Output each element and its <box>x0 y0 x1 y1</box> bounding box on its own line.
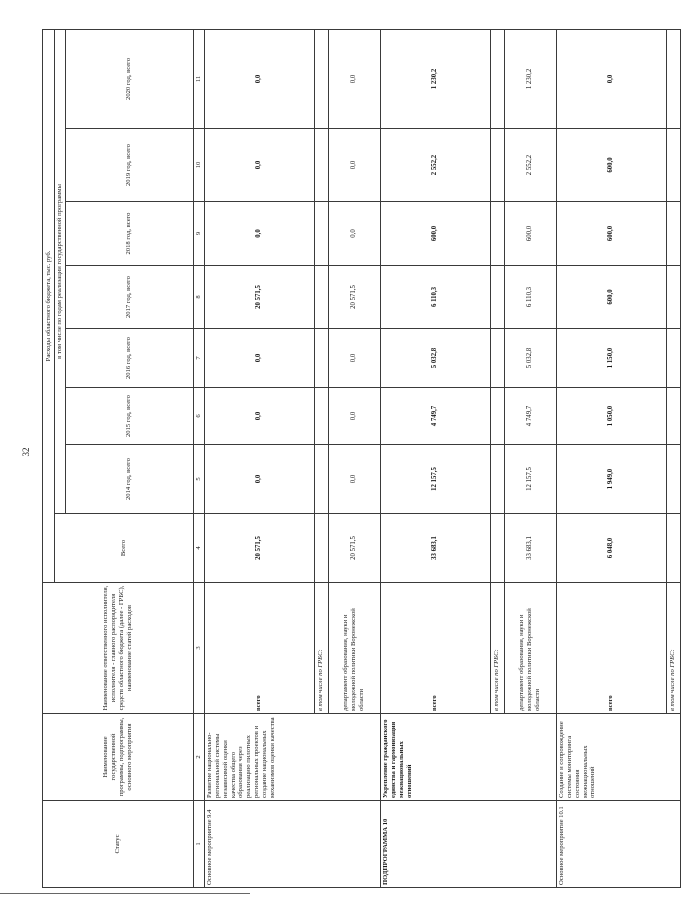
header-year: 2020 год, всего <box>65 29 193 128</box>
column-number: 3 <box>193 583 204 714</box>
value-cell <box>314 514 328 583</box>
value-cell <box>490 388 504 445</box>
header-total: Всего <box>55 514 194 583</box>
value-cell: 0,0 <box>204 388 314 445</box>
value-cell: 12 157,5 <box>380 445 490 514</box>
value-cell <box>666 29 680 128</box>
row-status: Основное мероприятие 9.4 <box>204 801 380 888</box>
column-number: 6 <box>193 388 204 445</box>
value-cell <box>314 445 328 514</box>
value-cell: 0,0 <box>328 329 380 388</box>
value-cell: 1 230,2 <box>380 29 490 128</box>
budget-table <box>42 29 681 888</box>
value-cell: 20 571,5 <box>328 514 380 583</box>
value-cell <box>666 129 680 202</box>
row-executor: в том числе по ГРБС: <box>490 583 504 714</box>
row-executor: всего <box>380 583 490 714</box>
value-cell <box>314 388 328 445</box>
value-cell: 4 749,7 <box>380 388 490 445</box>
row-name: Укрепление гражданского единства и гармонизация межнациональных отношений <box>380 714 556 801</box>
value-cell <box>314 202 328 266</box>
column-number: 11 <box>193 29 204 128</box>
column-number: 8 <box>193 266 204 329</box>
value-cell: 1 050,0 <box>556 388 666 445</box>
value-cell: 0,0 <box>204 329 314 388</box>
value-cell: 5 032,8 <box>504 329 556 388</box>
column-number: 7 <box>193 329 204 388</box>
table-row <box>380 29 490 887</box>
value-cell: 20 571,5 <box>328 266 380 329</box>
value-cell: 33 683,1 <box>380 514 490 583</box>
value-cell <box>490 445 504 514</box>
header-expenses: Расходы областного бюджета, тыс. руб. <box>43 29 55 582</box>
column-number: 5 <box>193 445 204 514</box>
value-cell: 0,0 <box>204 202 314 266</box>
value-cell <box>314 29 328 128</box>
value-cell: 6 110,3 <box>380 266 490 329</box>
value-cell <box>666 388 680 445</box>
row-executor: департамент образования, науки и молодежной политики Воронежской области <box>504 583 556 714</box>
value-cell <box>666 202 680 266</box>
value-cell: 0,0 <box>204 29 314 128</box>
row-executor: в том числе по ГРБС: <box>314 583 328 714</box>
row-status: Основное мероприятие 10.1 <box>556 801 680 888</box>
value-cell <box>314 266 328 329</box>
value-cell <box>666 445 680 514</box>
value-cell <box>666 329 680 388</box>
header-year: 2017 год, всего <box>65 266 193 329</box>
row-executor: всего <box>556 583 666 714</box>
value-cell: 2 552,2 <box>504 129 556 202</box>
row-executor: в том числе по ГРБС: <box>666 583 680 714</box>
row-executor: департамент образования, науки и молодежной политики Воронежской области <box>328 583 380 714</box>
value-cell <box>490 202 504 266</box>
value-cell: 5 032,8 <box>380 329 490 388</box>
value-cell <box>666 514 680 583</box>
header-executor: Наименование ответственного исполнителя, исполнителя - главного распорядителя средств областного бюджета (далее - ГРБС), наименование статей расходов <box>43 583 194 714</box>
value-cell <box>490 514 504 583</box>
budget-table-rotated <box>42 30 677 888</box>
column-number: 9 <box>193 202 204 266</box>
row-executor: всего <box>204 583 314 714</box>
value-cell: 12 157,5 <box>504 445 556 514</box>
value-cell: 0,0 <box>328 388 380 445</box>
header-year: 2015 год, всего <box>65 388 193 445</box>
value-cell <box>666 266 680 329</box>
value-cell: 1 150,0 <box>556 329 666 388</box>
value-cell: 600,0 <box>380 202 490 266</box>
value-cell: 4 749,7 <box>504 388 556 445</box>
value-cell: 1 949,0 <box>556 445 666 514</box>
value-cell: 600,0 <box>556 129 666 202</box>
value-cell: 0,0 <box>328 29 380 128</box>
value-cell <box>490 29 504 128</box>
footer-rule <box>0 893 250 894</box>
value-cell: 20 571,5 <box>204 266 314 329</box>
value-cell: 0,0 <box>328 445 380 514</box>
header-year: 2018 год, всего <box>65 202 193 266</box>
header-year: 2016 год, всего <box>65 329 193 388</box>
value-cell: 20 571,5 <box>204 514 314 583</box>
page-number: 32 <box>21 447 31 457</box>
header-year: 2014 год, всего <box>65 445 193 514</box>
column-number: 4 <box>193 514 204 583</box>
value-cell: 0,0 <box>204 129 314 202</box>
value-cell: 2 552,2 <box>380 129 490 202</box>
value-cell: 0,0 <box>328 202 380 266</box>
value-cell: 6 110,3 <box>504 266 556 329</box>
row-status: ПОДПРОГРАММА 10 <box>380 801 556 888</box>
table-row <box>204 29 314 887</box>
value-cell: 33 683,1 <box>504 514 556 583</box>
row-name: Развитие национально-региональной системы независимой оценки качества общего образования через реализацию пилотных региональных проектов и создание национальных механизмов оценки качества <box>204 714 380 801</box>
column-number: 10 <box>193 129 204 202</box>
column-number: 2 <box>193 714 204 801</box>
value-cell <box>314 329 328 388</box>
value-cell: 600,0 <box>556 266 666 329</box>
value-cell: 0,0 <box>204 445 314 514</box>
value-cell: 1 230,2 <box>504 29 556 128</box>
value-cell: 6 048,0 <box>556 514 666 583</box>
value-cell <box>490 129 504 202</box>
table-row <box>556 29 666 887</box>
value-cell: 0,0 <box>328 129 380 202</box>
value-cell: 0,0 <box>556 29 666 128</box>
header-year: 2019 год, всего <box>65 129 193 202</box>
value-cell <box>490 266 504 329</box>
header-name: Наименование государственной программы, подпрограммы, основного мероприятия <box>43 714 194 801</box>
row-name: Создание и сопровождение системы мониторинга состояния межнациональных отношений <box>556 714 680 801</box>
value-cell: 600,0 <box>556 202 666 266</box>
column-number: 1 <box>193 801 204 888</box>
value-cell <box>490 329 504 388</box>
header-status: Статус <box>43 801 194 888</box>
header-by-years: в том числе по годам реализации государственной программы <box>55 29 66 513</box>
value-cell <box>314 129 328 202</box>
value-cell: 600,0 <box>504 202 556 266</box>
